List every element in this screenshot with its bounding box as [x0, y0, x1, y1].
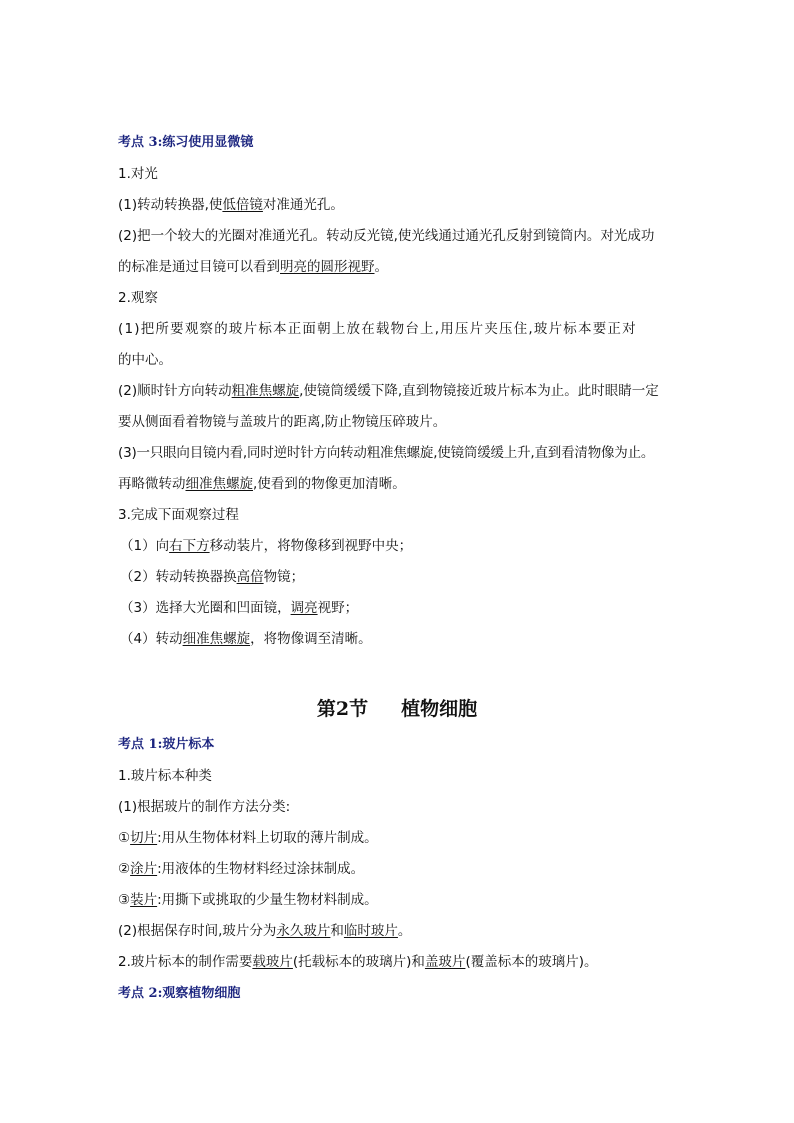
answer-blank: 装片 [130, 892, 158, 908]
paragraph-1-2a: (2)把一个较大的光圈对准通光孔。转动反光镜,使光线通过通光孔反射到镜筒内。对光成功 [118, 228, 655, 244]
paragraph-1-2b: 的标准是通过目镜可以看到明亮的圆形视野。 [118, 259, 388, 275]
paragraph-slide-method: (1)根据玻片的制作方法分类: [118, 799, 291, 815]
slide-type-tupian: ②涂片:用液体的生物材料经过涂抹制成。 [118, 861, 365, 877]
kaodian-3-heading: 考点 3:练习使用显微镜 [118, 135, 254, 150]
paragraph-2-1b: 的中心。 [118, 352, 172, 368]
kaodian-2-heading: 考点 2:观察植物细胞 [118, 986, 241, 1001]
kaodian-1-heading: 考点 1:玻片标本 [118, 737, 215, 752]
slide-type-qiepian: ①切片:用从生物体材料上切取的薄片制成。 [118, 830, 378, 846]
answer-blank: 低倍镜 [222, 197, 263, 213]
answer-blank: 切片 [130, 830, 158, 846]
process-step-1: （1）向右下方移动装片，将物像移到视野中央； [120, 538, 413, 554]
answer-blank: 细准焦螺旋 [182, 631, 251, 647]
answer-blank: 明亮的圆形视野 [280, 259, 375, 275]
process-step-2: （2）转动转换器换高倍物镜； [120, 569, 305, 585]
heading-observation-process: 3.完成下面观察过程 [118, 507, 239, 523]
answer-blank: 右下方 [169, 538, 210, 554]
heading-slide-types: 1.玻片标本种类 [118, 768, 212, 784]
heading-dui-guang: 1.对光 [118, 166, 158, 182]
paragraph-2-2b: 要从侧面看着物镜与盖玻片的距离,防止物镜压碎玻片。 [118, 414, 447, 430]
answer-blank: 盖玻片 [424, 954, 466, 970]
answer-blank: 高倍 [236, 569, 264, 585]
answer-blank: 载玻片 [252, 954, 293, 970]
paragraph-slide-making: 2.玻片标本的制作需要载玻片(托载标本的玻璃片)和盖玻片(覆盖标本的玻璃片)。 [118, 954, 598, 970]
answer-blank: 调亮 [290, 600, 318, 616]
answer-blank: 涂片 [130, 861, 158, 877]
process-step-4: （4）转动细准焦螺旋，将物像调至清晰。 [120, 631, 372, 647]
paragraph-2-3b: 再略微转动细准焦螺旋,使看到的物像更加清晰。 [118, 476, 406, 492]
slide-type-zhuangpian: ③装片:用撕下或挑取的少量生物材料制成。 [118, 892, 378, 908]
heading-guan-cha: 2.观察 [118, 290, 158, 306]
paragraph-slide-storage: (2)根据保存时间,玻片分为永久玻片和临时玻片。 [118, 923, 412, 939]
answer-blank: 临时玻片 [343, 923, 398, 939]
paragraph-2-2a: (2)顺时针方向转动粗准焦螺旋,使镜筒缓缓下降,直到物镜接近玻片标本为止。此时眼睛一定 [118, 383, 659, 399]
paragraph-1-1: (1)转动转换器,使低倍镜对准通光孔。 [118, 197, 344, 213]
paragraph-2-3a: (3)一只眼向目镜内看,同时逆时针方向转动粗准焦螺旋,使镜筒缓缓上升,直到看清物像为止。 [118, 445, 655, 461]
answer-blank: 细准焦螺旋 [185, 476, 253, 492]
answer-blank: 永久玻片 [276, 923, 331, 939]
process-step-3: （3）选择大光圈和凹面镜，调亮视野； [120, 600, 359, 616]
answer-blank: 粗准焦螺旋 [231, 383, 300, 399]
section-title: 第2节 植物细胞 [316, 698, 478, 720]
paragraph-2-1a: (1)把所要观察的玻片标本正面朝上放在载物台上,用压片夹压住,玻片标本要正对 [118, 321, 637, 337]
